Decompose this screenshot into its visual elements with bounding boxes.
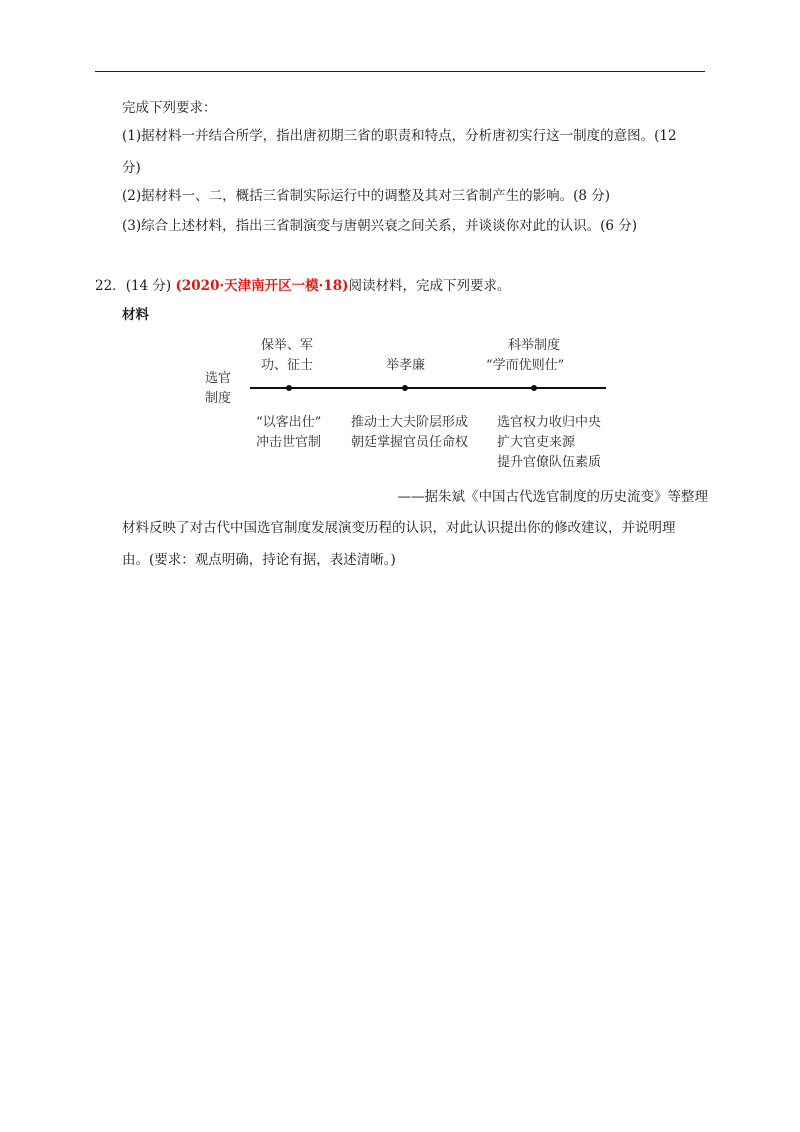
node-2-top: 举孝廉 — [386, 358, 426, 373]
question-22-score: (14 分) — [125, 278, 172, 294]
node-3-top-line-2: “学而优则仕” — [486, 358, 565, 373]
node-3-top-line-1: 科举制度 — [508, 338, 561, 353]
question-22-instruction: 阅读材料，完成下列要求。 — [348, 278, 511, 294]
node-3-effect-3: 提升官僚队伍素质 — [497, 455, 602, 470]
axis-label-line-2: 制度 — [205, 391, 232, 406]
timeline-axis — [250, 387, 606, 389]
timeline-dot-2 — [402, 385, 408, 391]
node-2-effect-1: 推动士大夫阶层形成 — [351, 415, 469, 430]
timeline-dot-1 — [286, 385, 292, 391]
node-1-effect-1: “以客出仕” — [256, 415, 322, 430]
question-3: (3)综合上述材料，指出三省制演变与唐朝兴衰之间关系，并谈谈你对此的认识。(6 分) — [122, 218, 638, 234]
intro-text: 完成下列要求： — [122, 100, 217, 116]
timeline-dot-3 — [531, 385, 537, 391]
axis-label-line-1: 选官 — [205, 371, 232, 386]
question-2: (2)据材料一、二，概括三省制实际运行中的调整及其对三省制产生的影响。(8 分) — [122, 188, 611, 204]
question-22-number: 22． — [95, 278, 126, 294]
question-1-line-2: 分) — [122, 160, 141, 176]
question-1-line-1: (1)据材料一并结合所学，指出唐初期三省的职责和特点，分析唐初实行这一制度的意图。(12 — [122, 128, 677, 144]
header-rule — [95, 71, 705, 72]
node-1-top-line-2: 功、征士 — [261, 358, 314, 373]
task-line-1: 材料反映了对古代中国选官制度发展演变历程的认识，对此认识提出你的修改建议，并说明理 — [122, 520, 676, 536]
material-label: 材料 — [122, 307, 149, 323]
question-22-source: (2020·天津南开区一模·18) — [175, 278, 349, 294]
node-1-effect-2: 冲击世官制 — [256, 435, 322, 450]
node-3-effect-2: 扩大官吏来源 — [497, 435, 576, 450]
question-22-header — [95, 276, 511, 296]
node-2-effect-2: 朝廷掌握官员任命权 — [351, 435, 469, 450]
node-1-top-line-1: 保举、军 — [261, 338, 314, 353]
task-line-2: 由。(要求：观点明确，持论有据，表述清晰。) — [122, 552, 396, 568]
material-citation: ——据朱斌《中国古代选官制度的历史流变》等整理 — [397, 489, 708, 505]
node-3-effect-1: 选官权力收归中央 — [497, 415, 602, 430]
